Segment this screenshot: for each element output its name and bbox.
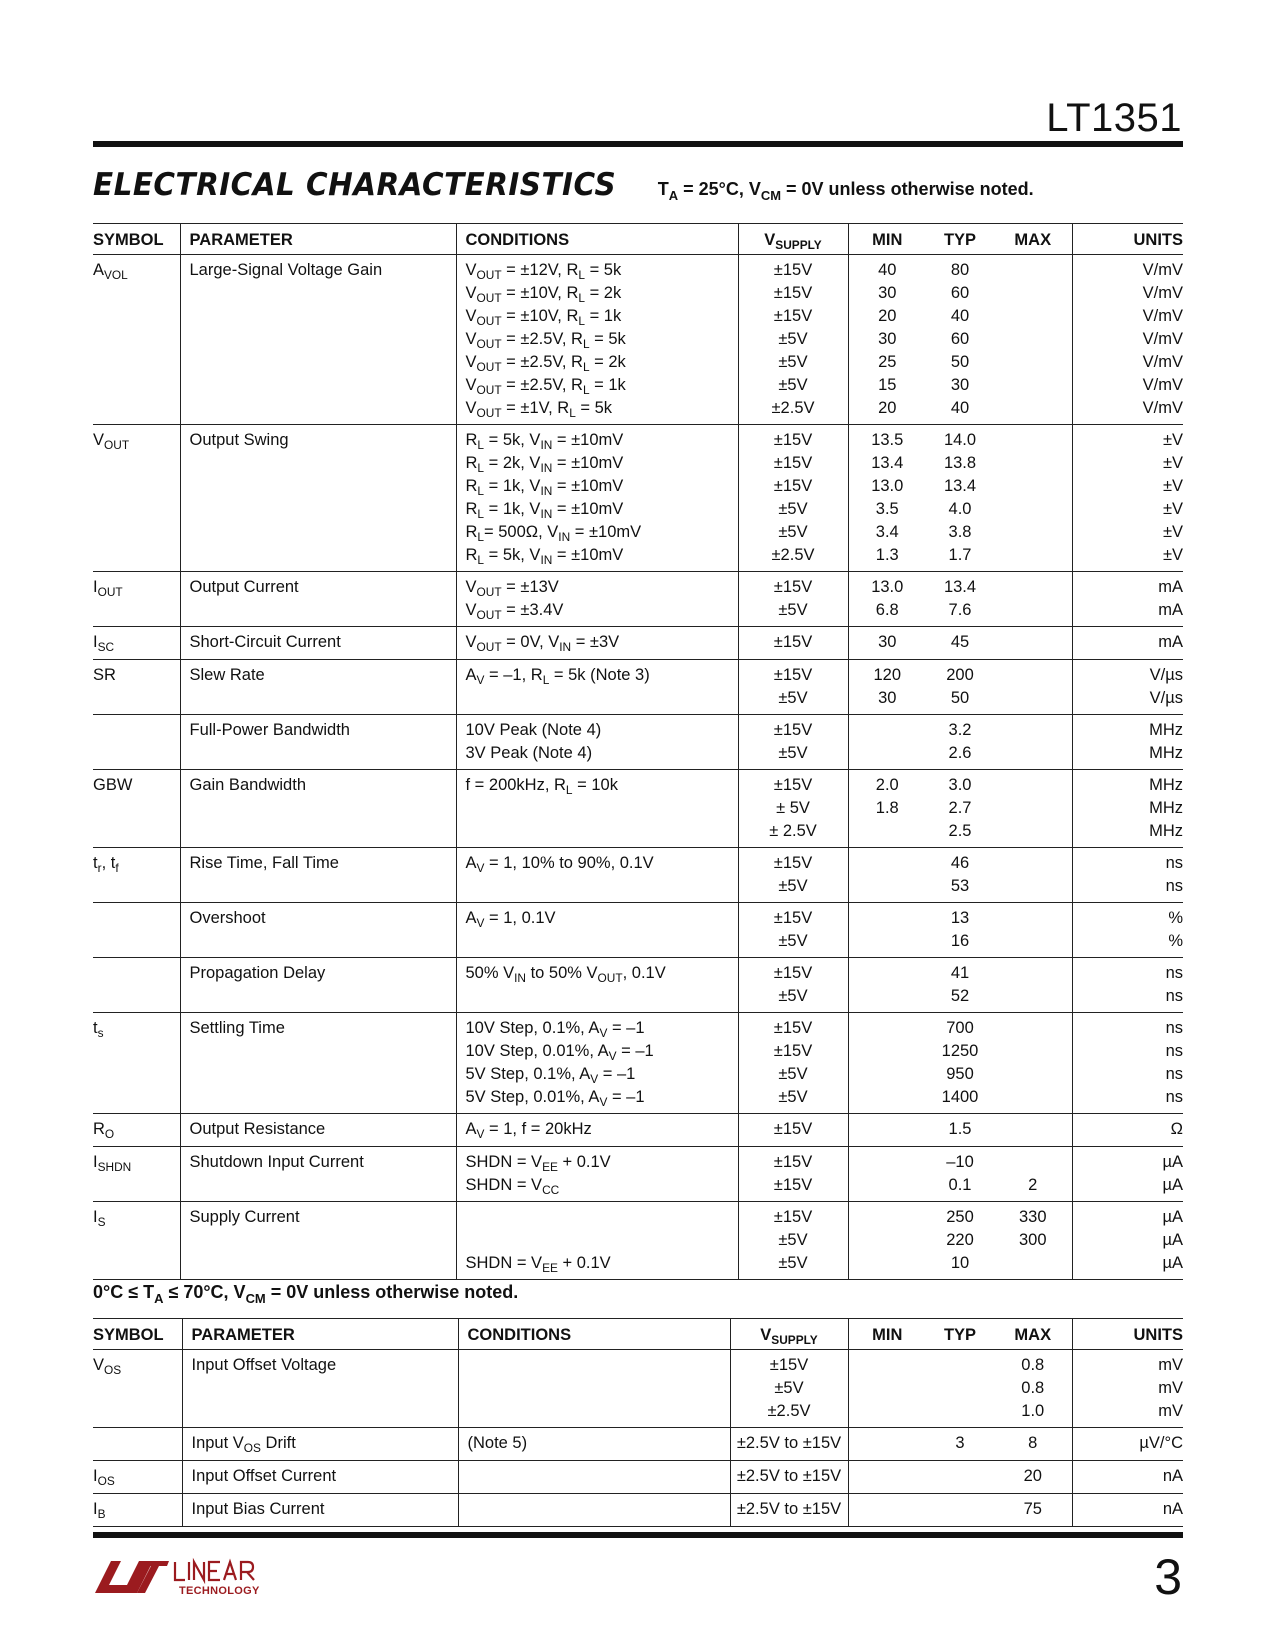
cell-symbol: $I_{OUT}$	[93, 572, 180, 627]
cell-vsupply: ±15V	[738, 1114, 848, 1147]
cell-parameter: Gain Bandwidth	[180, 770, 456, 848]
cell-min	[848, 715, 926, 770]
cell-symbol	[93, 958, 180, 1013]
cell-symbol: $I_S$	[93, 1202, 180, 1280]
cell-conditions: SHDN = $V_{EE} + 0.1V$ SHDN = $V_{CC}$	[456, 1147, 738, 1202]
table-row	[93, 1494, 1183, 1527]
table-row	[93, 1350, 1183, 1428]
cell-parameter: Rise Time, Fall Time	[180, 848, 456, 903]
linear-technology-logo	[93, 1553, 273, 1599]
cell-typ: 200 50	[926, 660, 994, 715]
table-row	[93, 425, 1183, 572]
column-header-units: UNITS	[1072, 1319, 1183, 1350]
cell-max: 8	[994, 1428, 1072, 1461]
cell-vsupply: ±15V ±5V ±2.5V	[730, 1350, 848, 1428]
cell-vsupply: ±15V ±5V	[738, 715, 848, 770]
cell-typ: 45	[926, 627, 994, 660]
cell-symbol: $I_{SC}$	[93, 627, 180, 660]
cell-parameter: Short-Circuit Current	[180, 627, 456, 660]
cell-units: µA µA	[1072, 1147, 1183, 1202]
cell-max: 75	[994, 1494, 1072, 1527]
cell-units: MHz MHz MHz	[1072, 770, 1183, 848]
cell-typ: 3	[926, 1428, 994, 1461]
column-header-max: MAX	[994, 1319, 1072, 1350]
cell-symbol: $I_B$	[93, 1494, 182, 1527]
table-row	[93, 1461, 1183, 1494]
cell-conditions: 10V Peak (Note 4) 3V Peak (Note 4)	[456, 715, 738, 770]
cell-parameter: Input $V_{OS}$ Drift	[182, 1428, 458, 1461]
cell-units: µV/°C	[1072, 1428, 1183, 1461]
cell-symbol: $V_{OUT}$	[93, 425, 180, 572]
cell-symbol	[93, 903, 180, 958]
cell-vsupply: ±15V ±15V ±15V ±5V ±5V ±5V ±2.5V	[738, 255, 848, 425]
cell-max: 20	[994, 1461, 1072, 1494]
cell-min	[848, 1461, 926, 1494]
table-header-row	[93, 1319, 1183, 1350]
table-row	[93, 1147, 1183, 1202]
cell-min	[848, 1147, 926, 1202]
cell-typ	[926, 1461, 994, 1494]
cell-min	[848, 1494, 926, 1527]
cell-vsupply: ±2.5V to ±15V	[730, 1428, 848, 1461]
cell-max	[994, 627, 1072, 660]
column-header-typ: TYP	[926, 224, 994, 255]
cell-max	[994, 1013, 1072, 1114]
cell-typ: 3.2 2.6	[926, 715, 994, 770]
cell-conditions	[458, 1461, 730, 1494]
cell-min: 2.0 1.8	[848, 770, 926, 848]
cell-conditions	[458, 1350, 730, 1428]
cell-max	[994, 660, 1072, 715]
table-row	[93, 848, 1183, 903]
cell-symbol: $I_{SHDN}$	[93, 1147, 180, 1202]
table-row	[93, 572, 1183, 627]
cell-units: ±V ±V ±V ±V ±V ±V	[1072, 425, 1183, 572]
cell-units: µA µA µA	[1072, 1202, 1183, 1280]
cell-min	[848, 903, 926, 958]
cell-units: MHz MHz	[1072, 715, 1183, 770]
cell-vsupply: ±15V ± 5V ± 2.5V	[738, 770, 848, 848]
cell-typ: 1.5	[926, 1114, 994, 1147]
cell-typ: 13 16	[926, 903, 994, 958]
table-row	[93, 660, 1183, 715]
cell-max	[994, 770, 1072, 848]
cell-parameter: Input Offset Current	[182, 1461, 458, 1494]
cell-symbol: $A_{VOL}$	[93, 255, 180, 425]
cell-symbol: $R_O$	[93, 1114, 180, 1147]
cell-conditions: SHDN = $V_{EE} + 0.1V$	[456, 1202, 738, 1280]
cell-parameter: Settling Time	[180, 1013, 456, 1114]
table-row	[93, 1013, 1183, 1114]
cell-min	[848, 1428, 926, 1461]
column-header-parameter: PARAMETER	[180, 224, 456, 255]
cell-parameter: Propagation Delay	[180, 958, 456, 1013]
column-header-min: MIN	[848, 1319, 926, 1350]
cell-parameter: Overshoot	[180, 903, 456, 958]
cell-typ: –10 0.1	[926, 1147, 994, 1202]
column-header-symbol: SYMBOL	[93, 224, 180, 255]
cell-min: 40 30 20 30 25 15 20	[848, 255, 926, 425]
cell-units: nA	[1072, 1461, 1183, 1494]
cell-parameter: Large-Signal Voltage Gain	[180, 255, 456, 425]
cell-max: 0.8 0.8 1.0	[994, 1350, 1072, 1428]
cell-parameter: Slew Rate	[180, 660, 456, 715]
cell-units: Ω	[1072, 1114, 1183, 1147]
column-header-parameter: PARAMETER	[182, 1319, 458, 1350]
cell-parameter: Supply Current	[180, 1202, 456, 1280]
column-header-conditions: CONDITIONS	[458, 1319, 730, 1350]
cell-max	[994, 903, 1072, 958]
cell-min	[848, 848, 926, 903]
cell-min	[848, 958, 926, 1013]
cell-conditions: $V_{OUT} = \pm 13V$ $V_{OUT} = \pm 3.4V$	[456, 572, 738, 627]
cell-typ: 80 60 40 60 50 30 40	[926, 255, 994, 425]
cell-typ	[926, 1494, 994, 1527]
cell-parameter: Full-Power Bandwidth	[180, 715, 456, 770]
cell-conditions: $A_V = 1$, 10% to 90%, 0.1V	[456, 848, 738, 903]
cell-min	[848, 1350, 926, 1428]
cell-vsupply: ±15V	[738, 627, 848, 660]
cell-parameter: Output Swing	[180, 425, 456, 572]
cell-units: V/mV V/mV V/mV V/mV V/mV V/mV V/mV	[1072, 255, 1183, 425]
cell-units: mA mA	[1072, 572, 1183, 627]
cell-min: 30	[848, 627, 926, 660]
table-row	[93, 958, 1183, 1013]
cell-conditions: f = 200kHz, $R_L = 10k$	[456, 770, 738, 848]
cell-vsupply: ±15V ±15V ±5V ±5V	[738, 1013, 848, 1114]
column-header-vsupply: $V_{SUPPLY}$	[730, 1319, 848, 1350]
cell-units: mA	[1072, 627, 1183, 660]
table-row	[93, 1428, 1183, 1461]
table-row	[93, 255, 1183, 425]
cell-units: % %	[1072, 903, 1183, 958]
cell-conditions: $V_{OUT} = 0V$, $V_{IN} = \pm 3V$	[456, 627, 738, 660]
cell-min: 13.5 13.4 13.0 3.5 3.4 1.3	[848, 425, 926, 572]
cell-conditions: $V_{OUT} = \pm 12V$, $R_L = 5k$ $V_{OUT} = \pm 10V$, $R_L = 2k$ $V_{OUT} = \pm 10V$, $R_L = 1k$ $V_{OUT} = \pm 2.5V$, $R_L = 5k$ $V_{OUT} = \pm 2.5V$, $R_L = 2k$ $V_{OUT} = \pm 2.5V$, $R_L = 1k$ $V_{OUT} = \pm 1V$, $R_L = 5k$	[456, 255, 738, 425]
cell-parameter: Input Bias Current	[182, 1494, 458, 1527]
cell-parameter: Output Resistance	[180, 1114, 456, 1147]
column-header-min: MIN	[848, 224, 926, 255]
cell-min	[848, 1114, 926, 1147]
cell-typ: 14.0 13.8 13.4 4.0 3.8 1.7	[926, 425, 994, 572]
cell-units: V/µs V/µs	[1072, 660, 1183, 715]
cell-conditions: $A_V = -1$, $R_L = 5k$ (Note 3)	[456, 660, 738, 715]
cell-symbol	[93, 715, 180, 770]
cell-symbol: $I_{OS}$	[93, 1461, 182, 1494]
cell-conditions	[458, 1494, 730, 1527]
column-header-typ: TYP	[926, 1319, 994, 1350]
table-row	[93, 903, 1183, 958]
section-heading	[93, 167, 1034, 203]
cell-max	[994, 425, 1072, 572]
cell-min	[848, 1013, 926, 1114]
cell-vsupply: ±15V ±15V	[738, 1147, 848, 1202]
cell-min	[848, 1202, 926, 1280]
cell-units: ns ns	[1072, 958, 1183, 1013]
table-row	[93, 715, 1183, 770]
cell-parameter: Input Offset Voltage	[182, 1350, 458, 1428]
part-number: LT1351	[1046, 96, 1182, 140]
cell-max	[994, 255, 1072, 425]
cell-typ: 13.4 7.6	[926, 572, 994, 627]
cell-conditions: (Note 5)	[458, 1428, 730, 1461]
cell-symbol	[93, 1428, 182, 1461]
cell-min: 13.0 6.8	[848, 572, 926, 627]
table-row	[93, 1114, 1183, 1147]
cell-conditions: $R_L = 5k$, $V_{IN} = \pm 10mV$ $R_L = 2k$, $V_{IN} = \pm 10mV$ $R_L = 1k$, $V_{IN} = \pm 10mV$ $R_L = 1k$, $V_{IN} = \pm 10mV$ $R_L= 500\Omega$, $V_{IN} = \pm 10mV$ $R_L = 5k$, $V_{IN} = \pm 10mV$	[456, 425, 738, 572]
cell-max	[994, 715, 1072, 770]
cell-vsupply: ±15V ±5V	[738, 660, 848, 715]
cell-symbol: GBW	[93, 770, 180, 848]
cell-vsupply: ±2.5V to ±15V	[730, 1461, 848, 1494]
column-header-units: UNITS	[1072, 224, 1183, 255]
column-header-vsupply: $V_{SUPPLY}$	[738, 224, 848, 255]
cell-typ: 250 220 10	[926, 1202, 994, 1280]
cell-parameter: Shutdown Input Current	[180, 1147, 456, 1202]
column-header-symbol: SYMBOL	[93, 1319, 182, 1350]
cell-typ: 46 53	[926, 848, 994, 903]
cell-vsupply: ±15V ±5V ±5V	[738, 1202, 848, 1280]
cell-max	[994, 958, 1072, 1013]
cell-typ: 700 1250 950 1400	[926, 1013, 994, 1114]
cell-symbol: $t_s$	[93, 1013, 180, 1114]
section-title: ELECTRICAL CHARACTERISTICS	[93, 167, 617, 203]
column-header-max: MAX	[994, 224, 1072, 255]
cell-units: mV mV mV	[1072, 1350, 1183, 1428]
cell-conditions: 50% $V_{IN}$ to 50% $V_{OUT}$, 0.1V	[456, 958, 738, 1013]
table2-heading: $0^\circ C \le T_A \le 70^\circ C$, $V_{CM} = 0V$ unless otherwise noted.	[93, 1282, 519, 1306]
temperature-range-table	[93, 1318, 1183, 1527]
cell-vsupply: ±15V ±5V	[738, 903, 848, 958]
section-conditions: $T_A = 25^\circ C$, $V_{CM} = 0V$ unless otherwise noted.	[657, 179, 1034, 203]
cell-max	[994, 572, 1072, 627]
cell-typ: 41 52	[926, 958, 994, 1013]
footer-rule	[93, 1532, 1183, 1538]
cell-vsupply: ±15V ±15V ±15V ±5V ±5V ±2.5V	[738, 425, 848, 572]
page-number: 3	[1154, 1549, 1182, 1605]
cell-conditions: $A_V = 1$, f = 20kHz	[456, 1114, 738, 1147]
cell-units: nA	[1072, 1494, 1183, 1527]
cell-max: 2	[994, 1147, 1072, 1202]
cell-vsupply: ±15V ±5V	[738, 848, 848, 903]
table-row	[93, 1202, 1183, 1280]
header-rule	[93, 141, 1183, 147]
cell-max: 330 300	[994, 1202, 1072, 1280]
cell-symbol: $t_r$, $t_f$	[93, 848, 180, 903]
cell-max	[994, 848, 1072, 903]
cell-vsupply: ±15V ±5V	[738, 958, 848, 1013]
svg-text:TECHNOLOGY: TECHNOLOGY	[179, 1585, 260, 1597]
cell-vsupply: ±2.5V to ±15V	[730, 1494, 848, 1527]
cell-units: ns ns	[1072, 848, 1183, 903]
cell-typ: 3.0 2.7 2.5	[926, 770, 994, 848]
cell-conditions: $A_V = 1$, 0.1V	[456, 903, 738, 958]
table-row	[93, 627, 1183, 660]
cell-symbol: $V_{OS}$	[93, 1350, 182, 1428]
cell-typ	[926, 1350, 994, 1428]
cell-min: 120 30	[848, 660, 926, 715]
cell-units: ns ns ns ns	[1072, 1013, 1183, 1114]
electrical-characteristics-table	[93, 223, 1183, 1280]
table-row	[93, 770, 1183, 848]
cell-symbol: SR	[93, 660, 180, 715]
table-header-row	[93, 224, 1183, 255]
cell-max	[994, 1114, 1072, 1147]
column-header-conditions: CONDITIONS	[456, 224, 738, 255]
cell-conditions: 10V Step, 0.1%, $A_V = -1$ 10V Step, 0.01%, $A_V = -1$ 5V Step, 0.1%, $A_V = -1$ 5V Step, 0.01%, $A_V = -1$	[456, 1013, 738, 1114]
cell-vsupply: ±15V ±5V	[738, 572, 848, 627]
cell-parameter: Output Current	[180, 572, 456, 627]
